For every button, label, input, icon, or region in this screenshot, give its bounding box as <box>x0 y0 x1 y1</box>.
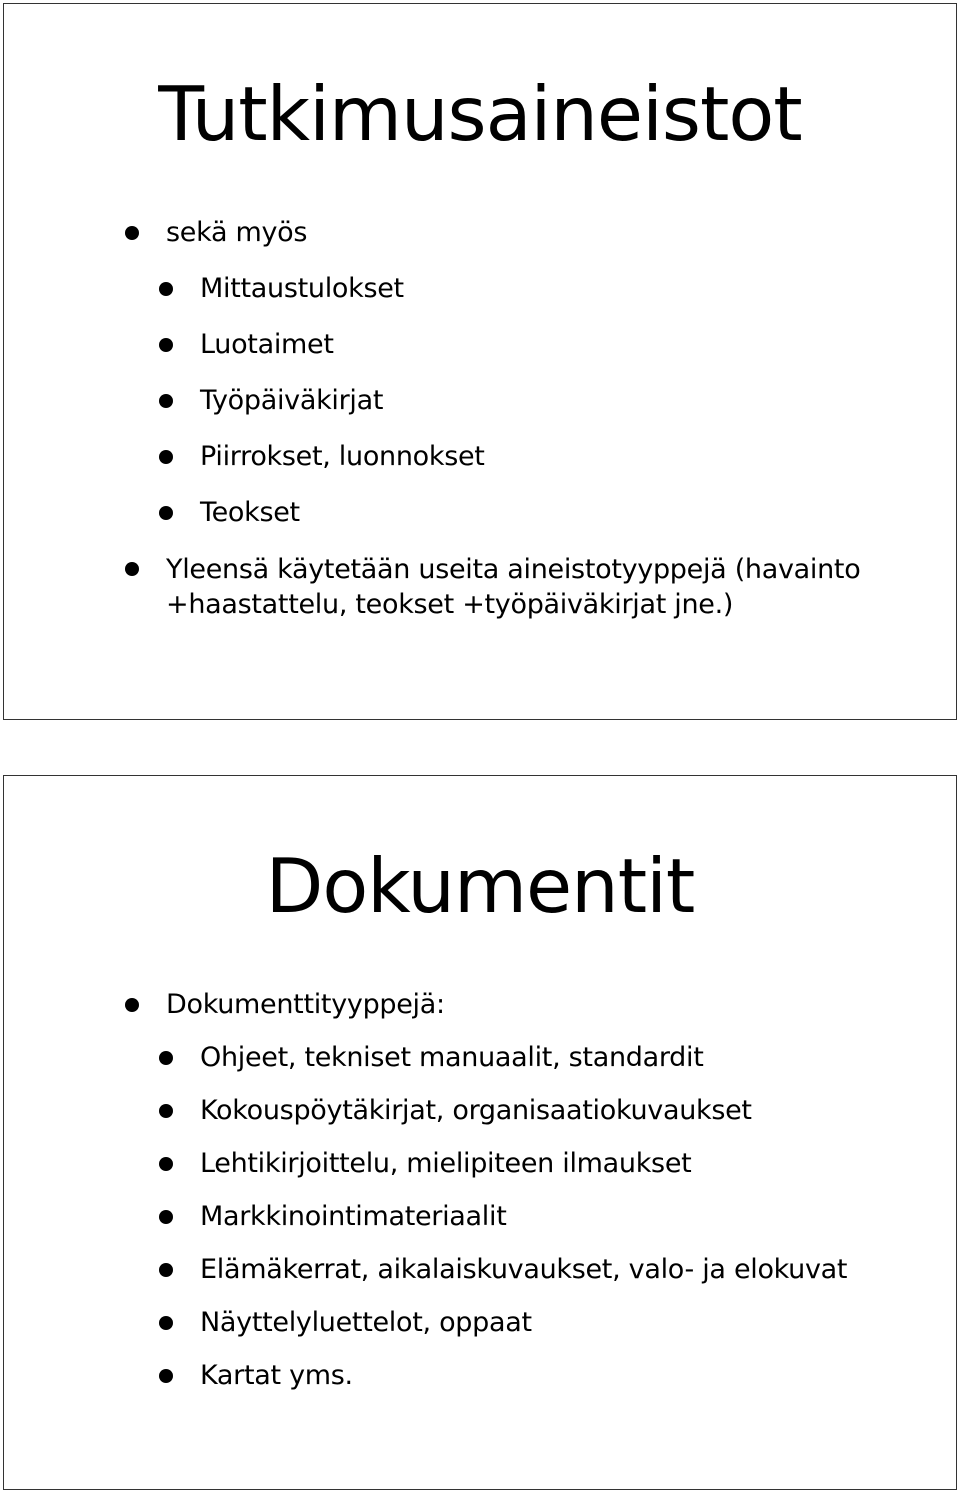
list-item <box>4 1253 956 1286</box>
list-item-text: Lehtikirjoittelu, mielipiteen ilmaukset <box>200 1148 692 1179</box>
list-item-text: Näyttelyluettelot, oppaat <box>200 1307 532 1338</box>
bullet-list <box>4 988 956 1412</box>
bullet-icon <box>159 450 173 464</box>
list-item <box>4 1147 956 1180</box>
bullet-icon <box>125 998 139 1012</box>
list-item <box>4 272 956 305</box>
list-item <box>4 440 956 473</box>
bullet-icon <box>159 1316 173 1330</box>
bullet-icon <box>159 506 173 520</box>
list-item-text: Kokouspöytäkirjat, organisaatiokuvaukset <box>200 1095 752 1126</box>
list-item-text: Teokset <box>200 497 300 528</box>
list-item-text: Ohjeet, tekniset manuaalit, standardit <box>200 1042 704 1073</box>
bullet-icon <box>159 282 173 296</box>
list-item-text: Kartat yms. <box>200 1360 353 1391</box>
list-item-text: Piirrokset, luonnokset <box>200 441 485 472</box>
slide-dokumentit <box>3 775 957 1490</box>
list-item <box>4 552 956 622</box>
bullet-icon <box>159 338 173 352</box>
list-item <box>4 1306 956 1339</box>
list-item <box>4 1200 956 1233</box>
list-item-text: Markkinointimateriaalit <box>200 1201 507 1232</box>
list-item-text: Dokumenttityyppejä: <box>166 989 445 1020</box>
bullet-icon <box>159 1051 173 1065</box>
bullet-icon <box>159 1210 173 1224</box>
slide-tutkimusaineistot <box>3 3 957 720</box>
bullet-icon <box>159 1263 173 1277</box>
list-item <box>4 988 956 1021</box>
bullet-icon <box>159 394 173 408</box>
bullet-icon <box>125 226 139 240</box>
slide-title: Tutkimusaineistot <box>158 70 802 158</box>
bullet-icon <box>159 1157 173 1171</box>
list-item-text: Työpäiväkirjat <box>200 385 384 416</box>
list-item-text: Yleensä käytetään useita aineistotyyppejä (havainto +haastattelu, teokset +työpäiväkirjat jne.) <box>166 554 861 620</box>
list-item-text: Luotaimet <box>200 329 334 360</box>
list-item-text: Elämäkerrat, aikalaiskuvaukset, valo- ja elokuvat <box>200 1254 848 1285</box>
list-item-text: Mittaustulokset <box>200 273 404 304</box>
list-item <box>4 1359 956 1392</box>
list-item <box>4 1094 956 1127</box>
list-item <box>4 1041 956 1074</box>
bullet-list <box>4 216 956 622</box>
bullet-icon <box>159 1104 173 1118</box>
bullet-icon <box>159 1369 173 1383</box>
slide-title: Dokumentit <box>265 842 695 930</box>
list-item-text: sekä myös <box>166 217 308 248</box>
list-item <box>4 216 956 249</box>
list-item <box>4 384 956 417</box>
list-item <box>4 328 956 361</box>
bullet-icon <box>125 562 139 576</box>
list-item <box>4 496 956 529</box>
